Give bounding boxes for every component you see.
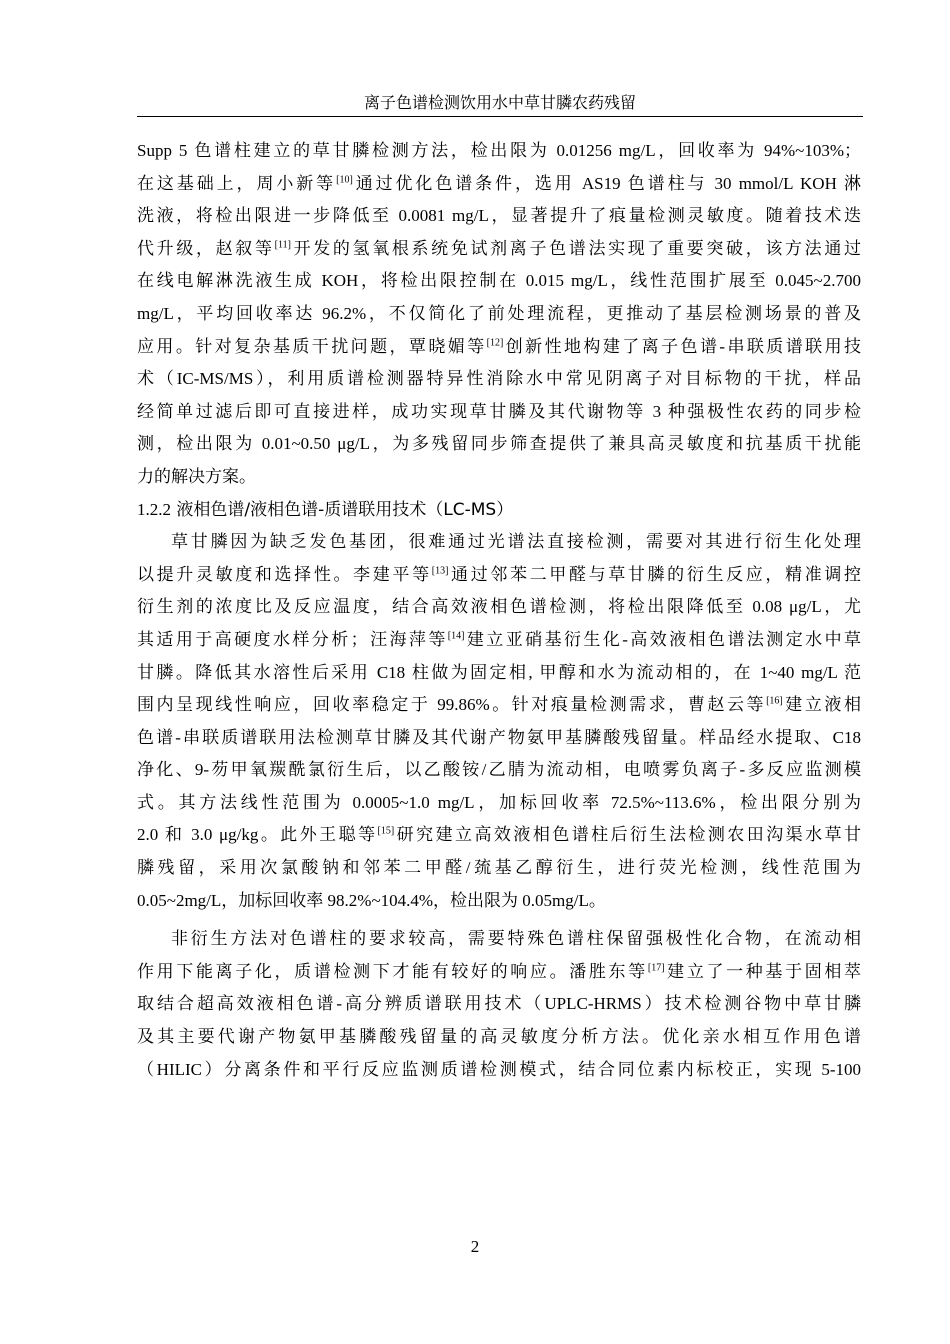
text-line: 净化、9-芴甲氧羰酰氯衍生后，以乙酸铵/乙腈为流动相，电喷雾负离子-多反应监测模: [137, 760, 861, 780]
text-line: 代升级，赵叙等[11]开发的氢氧根系统免试剂离子色谱法实现了重要突破，该方法通过: [137, 238, 861, 258]
text-line: 洗液，将检出限进一步降低至 0.0081 mg/L，显著提升了痕量检测灵敏度。随着技术迭: [137, 206, 861, 226]
citation-ref: [17]: [647, 962, 665, 974]
citation-ref: [12]: [486, 336, 504, 348]
text-line: 草甘膦因为缺乏发色基团，很难通过光谱法直接检测，需要对其进行衍生化处理: [171, 532, 861, 552]
page-number: 2: [470, 1237, 480, 1256]
text-line: mg/L，平均回收率达 96.2%，不仅简化了前处理流程，更推动了基层检测场景的普及: [137, 303, 861, 323]
text-line: 在这基础上，周小新等[10]通过优化色谱条件，选用 AS19 色谱柱与 30 mmol/L KOH 淋: [137, 173, 862, 193]
text-line: 力的解决方案。: [137, 466, 256, 486]
text-line: 及其主要代谢产物氨甲基膦酸残留量的高灵敏度分析方法。优化亲水相互作用色谱: [137, 1027, 861, 1047]
text-line: 膦残留，采用次氯酸钠和邻苯二甲醛/巯基乙醇衍生，进行荧光检测，线性范围为: [137, 858, 861, 878]
paragraph: [137, 135, 861, 494]
body-text: [137, 135, 861, 1086]
text-line: 在线电解淋洗液生成 KOH，将检出限控制在 0.015 mg/L，线性范围扩展至 0.045~2.700: [137, 271, 861, 291]
text-line: 非衍生方法对色谱柱的要求较高，需要特殊色谱柱保留强极性化合物，在流动相: [171, 929, 861, 949]
running-header: 离子色谱检测饮用水中草甘膦农药残留: [137, 94, 863, 117]
citation-ref: [11]: [274, 239, 291, 251]
text-line: 式。其方法线性范围为 0.0005~1.0 mg/L，加标回收率 72.5%~113.6%，检出限分别为: [137, 792, 861, 812]
text-line: 术（IC-MS/MS），利用质谱检测器特异性消除水中常见阴离子对目标物的干扰，样品: [137, 369, 861, 389]
citation-ref: [16]: [766, 695, 783, 707]
text-line: 衍生剂的浓度比及反应温度，结合高效液相色谱检测，将检出限降低至 0.08 μg/L，尤: [137, 597, 861, 617]
text-line: 应用。针对复杂基质干扰问题，覃晓媚等[12]创新性地构建了离子色谱-串联质谱联用技: [137, 336, 861, 356]
section-number: 1.2.2: [137, 499, 171, 519]
section-heading: [137, 494, 861, 527]
text-line: 色谱-串联质谱联用法检测草甘膦及其代谢产物氨甲基膦酸残留量。样品经水提取、C18: [137, 727, 861, 747]
citation-ref: [10]: [336, 173, 353, 185]
text-line: 甘膦。降低其水溶性后采用 C18 柱做为固定相, 甲醇和水为流动相的，在 1~40 mg/L 范: [137, 662, 861, 682]
text-line: 测，检出限为 0.01~0.50 μg/L，为多残留同步筛查提供了兼具高灵敏度和抗基质干扰能: [137, 434, 861, 454]
paragraph: [137, 526, 861, 917]
text-line: 0.05~2mg/L，加标回收率 98.2%~104.4%，检出限为 0.05mg/L。: [137, 890, 606, 910]
section-title: 液相色谱/液相色谱-质谱联用技术（LC-MS）: [176, 499, 514, 520]
citation-ref: [14]: [447, 630, 465, 642]
citation-ref: [15]: [377, 825, 395, 837]
text-line: 围内呈现线性响应，回收率稳定于 99.86%。针对痕量检测需求，曹赵云等[16]建立液相: [137, 695, 861, 715]
text-line: 取结合超高效液相色谱-高分辨质谱联用技术（UPLC-HRMS）技术检测谷物中草甘膦: [137, 994, 861, 1014]
citation-ref: [13]: [431, 565, 449, 577]
text-line: 作用下能离子化，质谱检测下才能有较好的响应。潘胜东等[17]建立了一种基于固相萃: [137, 961, 862, 981]
paragraph: [137, 923, 861, 1086]
text-line: Supp 5 色谱柱建立的草甘膦检测方法，检出限为 0.01256 mg/L，回收率为 94%~103%；: [137, 141, 861, 160]
text-line: 经简单过滤后即可直接进样，成功实现草甘膦及其代谢物等 3 种强极性农药的同步检: [137, 401, 861, 421]
text-line: 2.0 和 3.0 μg/kg。此外王聪等[15]研究建立高效液相色谱柱后衍生法检测农田沟渠水草甘: [137, 825, 862, 845]
text-line: 其适用于高硬度水样分析；汪海萍等[14]建立亚硝基衍生化-高效液相色谱法测定水中草: [137, 629, 861, 649]
text-line: （HILIC）分离条件和平行反应监测质谱检测模式，结合同位素内标校正，实现 5-100: [137, 1059, 861, 1079]
text-line: 以提升灵敏度和选择性。李建平等[13]通过邻苯二甲醛与草甘膦的衍生反应，精准调控: [137, 564, 862, 584]
